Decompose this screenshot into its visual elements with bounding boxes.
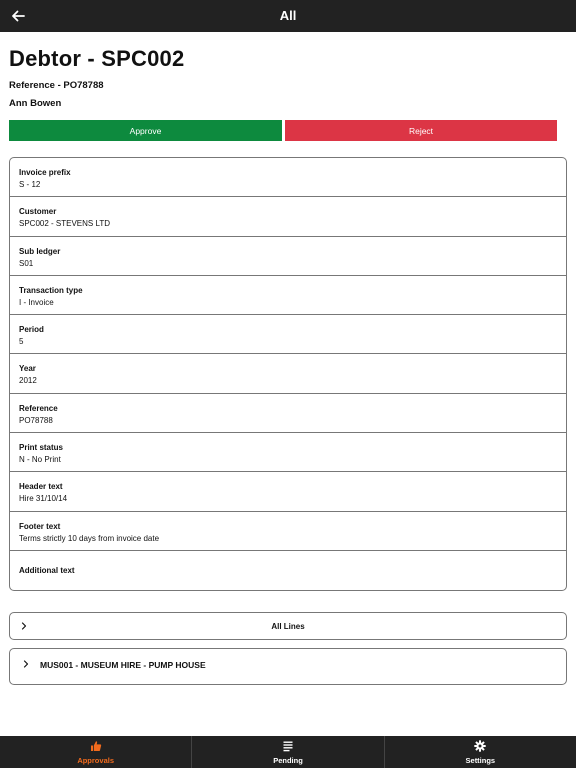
field-label: Footer text: [19, 521, 61, 531]
field-value: Terms strictly 10 days from invoice date: [19, 533, 160, 543]
field-label: Transaction type: [19, 285, 83, 295]
line-item-label: MUS001 - MUSEUM HIRE - PUMP HOUSE: [40, 660, 206, 670]
field-label: Period: [19, 325, 44, 335]
field-additional-text: [10, 551, 566, 590]
field-label: Print status: [19, 443, 64, 453]
gear-icon: [474, 740, 486, 752]
top-app-bar: [0, 0, 576, 32]
field-label: Year: [19, 364, 36, 374]
bottom-tab-bar: [0, 736, 576, 768]
field-label: Sub ledger: [19, 246, 61, 256]
field-header-text: [10, 472, 566, 511]
field-print-status: [10, 433, 566, 472]
tab-approvals[interactable]: [0, 736, 191, 768]
invoice-details-list: [9, 157, 567, 591]
field-label: Customer: [19, 207, 57, 217]
field-invoice-prefix: [10, 158, 566, 197]
all-lines-label: All Lines: [271, 622, 305, 631]
field-transaction-type: [10, 276, 566, 315]
reject-button[interactable]: Reject: [285, 120, 557, 141]
tab-pending[interactable]: [191, 736, 383, 768]
tab-settings[interactable]: [384, 736, 576, 768]
field-value: N - No Print: [19, 455, 61, 465]
line-item-expander[interactable]: [9, 648, 567, 685]
field-value: PO78788: [19, 415, 53, 425]
tab-label: Settings: [465, 756, 496, 765]
screen-title: All: [279, 8, 297, 23]
list-icon: [282, 740, 294, 752]
field-label: Invoice prefix: [19, 168, 71, 177]
field-value: S01: [19, 258, 34, 268]
field-label: Header text: [19, 482, 63, 492]
field-value: Hire 31/10/14: [19, 494, 68, 504]
field-period: [10, 315, 566, 354]
field-value: 5: [19, 337, 24, 347]
thumbs-up-icon: [90, 740, 102, 752]
field-label: Reference: [19, 403, 58, 413]
field-label: Additional text: [19, 565, 75, 575]
field-value: SPC002 - STEVENS LTD: [19, 219, 110, 229]
tab-label: Pending: [273, 756, 303, 765]
field-customer: [10, 197, 566, 236]
approve-button[interactable]: Approve: [9, 120, 282, 141]
field-value: S - 12: [19, 180, 41, 189]
tab-label: Approvals: [77, 756, 114, 765]
field-year: [10, 354, 566, 393]
field-value: 2012: [19, 376, 37, 386]
contact-name: Ann Bowen: [9, 98, 62, 109]
all-lines-expander[interactable]: [9, 612, 567, 640]
page-title: Debtor - SPC002: [9, 46, 185, 71]
field-value: I - Invoice: [19, 297, 54, 307]
field-reference: [10, 394, 566, 433]
field-footer-text: [10, 512, 566, 551]
reference-line: Reference - PO78788: [9, 80, 104, 91]
field-sub-ledger: [10, 237, 566, 276]
chevron-right-icon: [21, 659, 31, 669]
